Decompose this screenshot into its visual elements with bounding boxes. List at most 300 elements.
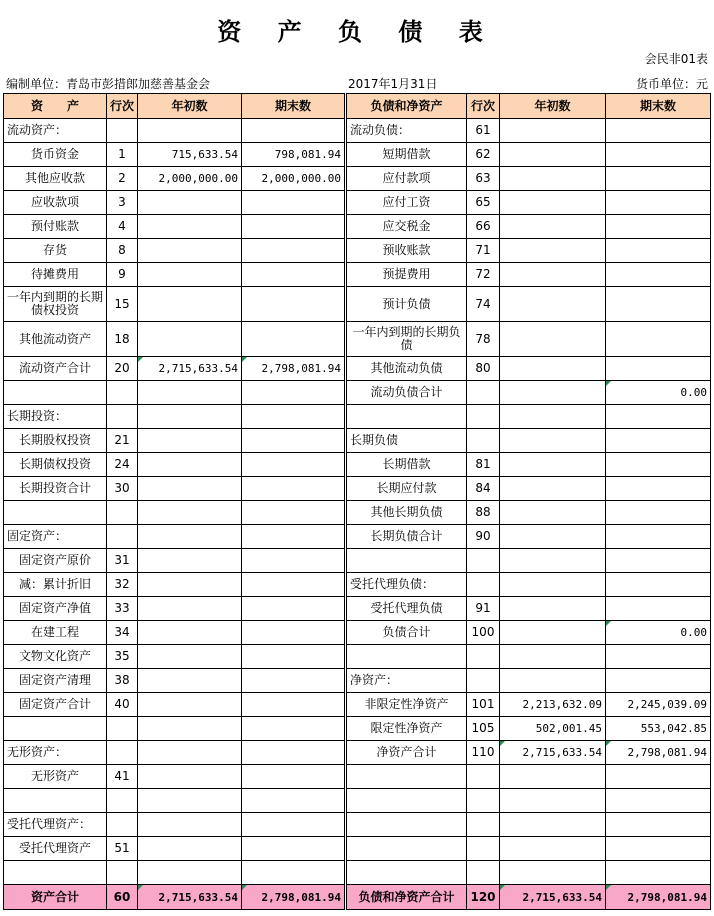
liability-item: 其他长期负债 — [346, 501, 467, 525]
liability-line-no: 72 — [467, 263, 500, 287]
asset-line-no — [107, 861, 138, 885]
liability-begin-value — [500, 477, 606, 501]
asset-begin-value — [138, 381, 242, 405]
liability-end-value: 0.00 — [606, 621, 711, 645]
asset-end-value — [242, 621, 346, 645]
asset-line-no: 21 — [107, 429, 138, 453]
asset-line-no — [107, 717, 138, 741]
asset-begin-value — [138, 215, 242, 239]
liability-end-value — [606, 837, 711, 861]
liability-item: 应交税金 — [346, 215, 467, 239]
asset-begin-value: 2,715,633.54 — [138, 357, 242, 381]
liability-end-value — [606, 645, 711, 669]
liability-end-value: 2,245,039.09 — [606, 693, 711, 717]
liability-end-value — [606, 322, 711, 357]
asset-begin-value — [138, 453, 242, 477]
asset-begin-value — [138, 789, 242, 813]
liability-begin-value — [500, 263, 606, 287]
liability-begin-value — [500, 381, 606, 405]
asset-begin-value — [138, 501, 242, 525]
asset-end-value — [242, 191, 346, 215]
liability-end-value — [606, 501, 711, 525]
asset-begin-value — [138, 477, 242, 501]
asset-line-no: 41 — [107, 765, 138, 789]
liability-line-no: 65 — [467, 191, 500, 215]
asset-begin-value — [138, 597, 242, 621]
liability-begin-value — [500, 191, 606, 215]
liability-item: 预提费用 — [346, 263, 467, 287]
asset-item: 存货 — [4, 239, 107, 263]
liability-begin-value — [500, 501, 606, 525]
liability-end-value — [606, 813, 711, 837]
liability-item: 长期应付款 — [346, 477, 467, 501]
header-end: 期末数 — [242, 94, 346, 119]
asset-end-value — [242, 837, 346, 861]
total-liabilities-line-no: 120 — [467, 885, 500, 910]
header-asset: 资 产 — [4, 94, 107, 119]
table-row — [4, 287, 711, 322]
asset-item: 其他应收款 — [4, 167, 107, 191]
total-liabilities-begin: 2,715,633.54 — [500, 885, 606, 910]
asset-end-value — [242, 789, 346, 813]
liability-end-value — [606, 119, 711, 143]
asset-item: 流动资产： — [4, 119, 107, 143]
liability-item: 负债合计 — [346, 621, 467, 645]
liability-item: 应付工资 — [346, 191, 467, 215]
asset-line-no: 33 — [107, 597, 138, 621]
liability-line-no: 110 — [467, 741, 500, 765]
liability-item — [346, 549, 467, 573]
liability-item: 流动负债合计 — [346, 381, 467, 405]
liability-end-value — [606, 143, 711, 167]
table-row — [4, 789, 711, 813]
liability-item: 长期借款 — [346, 453, 467, 477]
liability-end-value — [606, 405, 711, 429]
liability-begin-value — [500, 573, 606, 597]
liability-line-no — [467, 573, 500, 597]
asset-end-value — [242, 765, 346, 789]
header-line: 行次 — [107, 94, 138, 119]
asset-line-no — [107, 525, 138, 549]
liability-item — [346, 645, 467, 669]
liability-end-value — [606, 573, 711, 597]
total-assets-line-no: 60 — [107, 885, 138, 910]
table-row — [4, 167, 711, 191]
asset-line-no: 34 — [107, 621, 138, 645]
liability-begin-value — [500, 143, 606, 167]
asset-begin-value — [138, 287, 242, 322]
asset-begin-value — [138, 525, 242, 549]
liability-item: 非限定性净资产 — [346, 693, 467, 717]
liability-line-no — [467, 645, 500, 669]
asset-line-no — [107, 405, 138, 429]
asset-begin-value — [138, 239, 242, 263]
liability-item: 一年内到期的长期负债 — [346, 322, 467, 357]
table-row — [4, 215, 711, 239]
liability-item: 净资产： — [346, 669, 467, 693]
asset-begin-value — [138, 263, 242, 287]
liability-begin-value — [500, 789, 606, 813]
liability-line-no: 88 — [467, 501, 500, 525]
header-line2: 行次 — [467, 94, 500, 119]
asset-item: 一年内到期的长期债权投资 — [4, 287, 107, 322]
liability-end-value — [606, 669, 711, 693]
asset-line-no: 30 — [107, 477, 138, 501]
report-title: 资 产 负 债 表 — [217, 18, 497, 46]
liability-line-no: 81 — [467, 453, 500, 477]
liability-item — [346, 861, 467, 885]
asset-item: 在建工程 — [4, 621, 107, 645]
asset-item: 流动资产合计 — [4, 357, 107, 381]
asset-item: 受托代理资产 — [4, 837, 107, 861]
liability-end-value — [606, 191, 711, 215]
asset-end-value — [242, 263, 346, 287]
asset-line-no: 24 — [107, 453, 138, 477]
liability-begin-value — [500, 813, 606, 837]
asset-line-no: 31 — [107, 549, 138, 573]
table-row — [4, 322, 711, 357]
table-header-row — [4, 94, 711, 119]
asset-end-value: 798,081.94 — [242, 143, 346, 167]
liability-item: 应付款项 — [346, 167, 467, 191]
asset-line-no — [107, 119, 138, 143]
liability-line-no — [467, 405, 500, 429]
totals-row — [4, 885, 711, 910]
liability-end-value: 2,798,081.94 — [606, 741, 711, 765]
asset-item: 长期股权投资 — [4, 429, 107, 453]
asset-begin-value — [138, 861, 242, 885]
liability-line-no: 105 — [467, 717, 500, 741]
liability-line-no: 74 — [467, 287, 500, 322]
liability-line-no — [467, 549, 500, 573]
table-row — [4, 191, 711, 215]
liability-begin-value — [500, 645, 606, 669]
asset-item — [4, 861, 107, 885]
asset-line-no — [107, 813, 138, 837]
liability-begin-value — [500, 861, 606, 885]
liability-begin-value — [500, 621, 606, 645]
liability-line-no: 101 — [467, 693, 500, 717]
table-row — [4, 741, 711, 765]
asset-line-no: 40 — [107, 693, 138, 717]
table-row — [4, 621, 711, 645]
asset-end-value — [242, 597, 346, 621]
liability-begin-value — [500, 525, 606, 549]
asset-begin-value — [138, 549, 242, 573]
liability-begin-value — [500, 357, 606, 381]
liability-item: 短期借款 — [346, 143, 467, 167]
liability-end-value — [606, 549, 711, 573]
liability-end-value — [606, 861, 711, 885]
table-row — [4, 501, 711, 525]
asset-item: 无形资产 — [4, 765, 107, 789]
liability-begin-value — [500, 765, 606, 789]
liability-item: 流动负债： — [346, 119, 467, 143]
asset-begin-value — [138, 322, 242, 357]
asset-line-no: 51 — [107, 837, 138, 861]
liability-line-no — [467, 789, 500, 813]
liability-end-value — [606, 239, 711, 263]
asset-end-value — [242, 525, 346, 549]
asset-begin-value — [138, 669, 242, 693]
asset-begin-value — [138, 693, 242, 717]
asset-item: 固定资产： — [4, 525, 107, 549]
asset-item: 减：累计折旧 — [4, 573, 107, 597]
table-row — [4, 669, 711, 693]
table-row — [4, 119, 711, 143]
liability-line-no: 100 — [467, 621, 500, 645]
asset-item: 预付账款 — [4, 215, 107, 239]
reporting-unit: 编制单位：青岛市彭措郎加慈善基金会 — [6, 77, 211, 91]
liability-item: 预收账款 — [346, 239, 467, 263]
asset-item: 固定资产清理 — [4, 669, 107, 693]
asset-line-no: 4 — [107, 215, 138, 239]
liability-begin-value — [500, 119, 606, 143]
liability-item — [346, 765, 467, 789]
liability-begin-value — [500, 322, 606, 357]
table-row — [4, 813, 711, 837]
asset-end-value — [242, 669, 346, 693]
liability-item: 受托代理负债 — [346, 597, 467, 621]
table-row — [4, 549, 711, 573]
asset-end-value — [242, 741, 346, 765]
asset-line-no: 35 — [107, 645, 138, 669]
asset-begin-value: 715,633.54 — [138, 143, 242, 167]
liability-item — [346, 405, 467, 429]
liability-begin-value — [500, 287, 606, 322]
asset-line-no: 32 — [107, 573, 138, 597]
liability-line-no: 63 — [467, 167, 500, 191]
liability-line-no — [467, 381, 500, 405]
table-row — [4, 143, 711, 167]
liability-line-no: 61 — [467, 119, 500, 143]
asset-item: 受托代理资产： — [4, 813, 107, 837]
asset-end-value — [242, 429, 346, 453]
asset-end-value — [242, 405, 346, 429]
table-row — [4, 357, 711, 381]
liability-item: 净资产合计 — [346, 741, 467, 765]
asset-item: 文物文化资产 — [4, 645, 107, 669]
asset-end-value — [242, 322, 346, 357]
liability-line-no: 84 — [467, 477, 500, 501]
currency-unit: 货币单位：元 — [635, 77, 708, 91]
liability-item — [346, 789, 467, 813]
asset-line-no: 8 — [107, 239, 138, 263]
liability-begin-value — [500, 405, 606, 429]
asset-begin-value — [138, 573, 242, 597]
asset-item — [4, 381, 107, 405]
liability-end-value — [606, 429, 711, 453]
asset-item: 其他流动资产 — [4, 322, 107, 357]
balance-sheet-table — [3, 93, 711, 910]
liability-line-no: 78 — [467, 322, 500, 357]
asset-end-value — [242, 501, 346, 525]
liability-line-no — [467, 837, 500, 861]
asset-item: 长期投资： — [4, 405, 107, 429]
liability-line-no — [467, 813, 500, 837]
liability-end-value — [606, 287, 711, 322]
table-row — [4, 837, 711, 861]
liability-end-value — [606, 453, 711, 477]
header-begin2: 年初数 — [500, 94, 606, 119]
total-liabilities-end: 2,798,081.94 — [606, 885, 711, 910]
asset-end-value — [242, 645, 346, 669]
liability-begin-value — [500, 549, 606, 573]
asset-line-no — [107, 381, 138, 405]
liability-end-value — [606, 525, 711, 549]
asset-begin-value — [138, 621, 242, 645]
liability-begin-value — [500, 239, 606, 263]
asset-end-value — [242, 573, 346, 597]
liability-end-value — [606, 597, 711, 621]
table-row — [4, 263, 711, 287]
liability-begin-value — [500, 167, 606, 191]
header-end2: 期末数 — [606, 94, 711, 119]
liability-line-no — [467, 669, 500, 693]
asset-end-value — [242, 381, 346, 405]
asset-end-value — [242, 287, 346, 322]
liability-begin-value: 502,001.45 — [500, 717, 606, 741]
liability-item: 限定性净资产 — [346, 717, 467, 741]
table-row — [4, 453, 711, 477]
header-begin: 年初数 — [138, 94, 242, 119]
asset-begin-value — [138, 191, 242, 215]
liability-line-no: 71 — [467, 239, 500, 263]
table-row — [4, 597, 711, 621]
liability-end-value: 0.00 — [606, 381, 711, 405]
asset-line-no — [107, 741, 138, 765]
liability-line-no — [467, 861, 500, 885]
asset-line-no: 18 — [107, 322, 138, 357]
liability-item: 预计负债 — [346, 287, 467, 322]
asset-line-no: 15 — [107, 287, 138, 322]
asset-end-value — [242, 861, 346, 885]
asset-item: 应收款项 — [4, 191, 107, 215]
asset-item — [4, 501, 107, 525]
asset-begin-value — [138, 765, 242, 789]
table-row — [4, 717, 711, 741]
asset-item: 无形资产： — [4, 741, 107, 765]
asset-item — [4, 789, 107, 813]
asset-end-value — [242, 215, 346, 239]
liability-item: 长期负债 — [346, 429, 467, 453]
liability-end-value — [606, 167, 711, 191]
asset-begin-value — [138, 813, 242, 837]
asset-end-value — [242, 453, 346, 477]
liability-item: 长期负债合计 — [346, 525, 467, 549]
total-liabilities-label: 负债和净资产合计 — [346, 885, 467, 910]
table-row — [4, 693, 711, 717]
liability-begin-value — [500, 597, 606, 621]
table-row — [4, 429, 711, 453]
liability-item: 其他流动负债 — [346, 357, 467, 381]
liability-end-value — [606, 357, 711, 381]
total-assets-end: 2,798,081.94 — [242, 885, 346, 910]
liability-line-no: 90 — [467, 525, 500, 549]
liability-line-no: 62 — [467, 143, 500, 167]
asset-begin-value — [138, 429, 242, 453]
asset-item — [4, 717, 107, 741]
liability-end-value — [606, 215, 711, 239]
liability-end-value — [606, 789, 711, 813]
asset-end-value — [242, 239, 346, 263]
asset-end-value: 2,798,081.94 — [242, 357, 346, 381]
liability-begin-value: 2,213,632.09 — [500, 693, 606, 717]
liability-line-no: 66 — [467, 215, 500, 239]
asset-end-value — [242, 813, 346, 837]
table-row — [4, 477, 711, 501]
liability-line-no — [467, 429, 500, 453]
table-row — [4, 573, 711, 597]
table-row — [4, 239, 711, 263]
header-liability: 负债和净资产 — [346, 94, 467, 119]
asset-end-value: 2,000,000.00 — [242, 167, 346, 191]
table-row — [4, 765, 711, 789]
total-assets-begin: 2,715,633.54 — [138, 885, 242, 910]
table-row — [4, 645, 711, 669]
asset-line-no: 2 — [107, 167, 138, 191]
asset-end-value — [242, 119, 346, 143]
asset-line-no — [107, 789, 138, 813]
liability-begin-value — [500, 669, 606, 693]
asset-begin-value — [138, 119, 242, 143]
asset-line-no: 20 — [107, 357, 138, 381]
asset-line-no: 3 — [107, 191, 138, 215]
liability-end-value: 553,042.85 — [606, 717, 711, 741]
asset-begin-value — [138, 717, 242, 741]
table-row — [4, 861, 711, 885]
liability-item — [346, 837, 467, 861]
liability-line-no — [467, 765, 500, 789]
asset-line-no — [107, 501, 138, 525]
asset-end-value — [242, 477, 346, 501]
liability-line-no: 91 — [467, 597, 500, 621]
liability-begin-value — [500, 215, 606, 239]
asset-begin-value — [138, 405, 242, 429]
table-row — [4, 525, 711, 549]
asset-begin-value — [138, 645, 242, 669]
total-assets-label: 资产合计 — [4, 885, 107, 910]
asset-item: 固定资产合计 — [4, 693, 107, 717]
asset-end-value — [242, 717, 346, 741]
asset-begin-value — [138, 741, 242, 765]
asset-begin-value — [138, 837, 242, 861]
asset-item: 固定资产净值 — [4, 597, 107, 621]
liability-item: 受托代理负债： — [346, 573, 467, 597]
liability-begin-value: 2,715,633.54 — [500, 741, 606, 765]
asset-item: 长期投资合计 — [4, 477, 107, 501]
asset-end-value — [242, 549, 346, 573]
liability-end-value — [606, 477, 711, 501]
asset-line-no: 9 — [107, 263, 138, 287]
liability-begin-value — [500, 837, 606, 861]
asset-item: 待摊费用 — [4, 263, 107, 287]
asset-begin-value: 2,000,000.00 — [138, 167, 242, 191]
liability-begin-value — [500, 429, 606, 453]
asset-end-value — [242, 693, 346, 717]
liability-line-no: 80 — [467, 357, 500, 381]
asset-line-no: 38 — [107, 669, 138, 693]
form-number: 会民非01表 — [644, 52, 708, 66]
liability-end-value — [606, 263, 711, 287]
report-date: 2017年1月31日 — [348, 77, 438, 91]
table-row — [4, 381, 711, 405]
liability-end-value — [606, 765, 711, 789]
liability-begin-value — [500, 453, 606, 477]
table-row — [4, 405, 711, 429]
liability-item — [346, 813, 467, 837]
asset-item: 货币资金 — [4, 143, 107, 167]
